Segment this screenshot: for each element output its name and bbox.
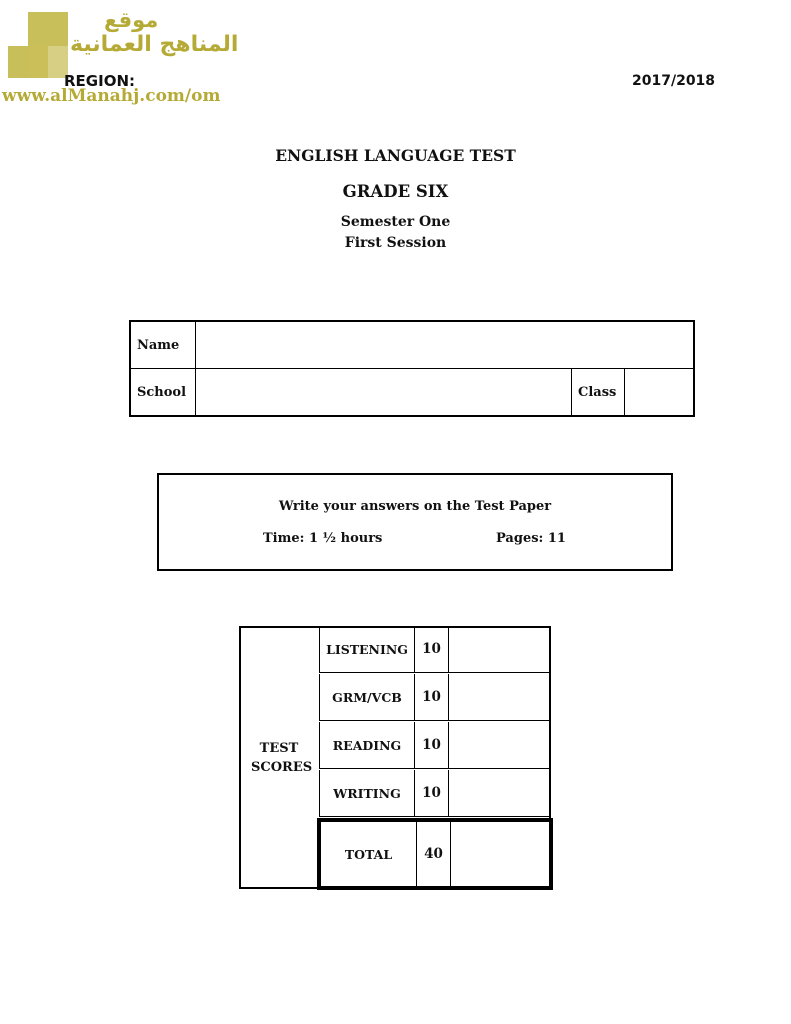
total-max: 40	[417, 822, 451, 886]
test-scores-label	[239, 626, 319, 889]
school-field[interactable]	[196, 369, 571, 415]
class-label: Class	[578, 384, 617, 400]
logo-square	[28, 12, 68, 46]
score-field[interactable]	[449, 626, 552, 672]
section-max: 10	[415, 674, 449, 720]
test-title: ENGLISH LANGUAGE TEST	[275, 146, 516, 165]
logo-text-arabic-1: موقع	[104, 8, 159, 32]
section-name: LISTENING	[320, 626, 415, 672]
class-field[interactable]	[625, 369, 693, 415]
score-field[interactable]	[449, 770, 552, 816]
score-row-total	[317, 818, 553, 890]
logo-text-arabic-2: المناهج العمانية	[70, 32, 239, 57]
grade-title: GRADE SIX	[342, 182, 449, 201]
semester-label: Semester One	[340, 214, 451, 230]
school-row	[131, 369, 693, 415]
name-field[interactable]	[196, 322, 693, 368]
name-row	[131, 322, 693, 369]
page-count: Pages: 11	[496, 531, 566, 546]
name-label: Name	[137, 337, 180, 353]
logo-url: www.alManahj.com/om	[2, 86, 221, 106]
logo-square	[28, 46, 68, 78]
test-scores-table	[239, 626, 552, 889]
student-info-table	[129, 320, 695, 417]
score-row-grammar	[319, 674, 551, 721]
score-row-listening	[319, 626, 551, 673]
score-field[interactable]	[449, 674, 552, 720]
section-name: GRM/VCB	[320, 674, 415, 720]
section-name: READING	[320, 722, 415, 768]
instructions-text: Write your answers on the Test Paper	[278, 499, 552, 514]
score-field[interactable]	[449, 722, 552, 768]
region-label: REGION:	[64, 72, 135, 90]
score-row-writing	[319, 770, 551, 817]
test-scores-label-text: TEST SCORES	[251, 740, 313, 775]
session-label: First Session	[344, 235, 447, 251]
site-logo	[8, 12, 68, 78]
section-max: 10	[415, 722, 449, 768]
score-row-reading	[319, 722, 551, 769]
time-allowed: Time: 1 ½ hours	[263, 531, 383, 546]
instructions-box	[157, 473, 673, 571]
section-max: 10	[415, 770, 449, 816]
section-name: WRITING	[320, 770, 415, 816]
total-score-field[interactable]	[451, 822, 549, 886]
school-label: School	[137, 384, 187, 400]
academic-year: 2017/2018	[632, 73, 716, 89]
total-label: TOTAL	[321, 822, 417, 886]
section-max: 10	[415, 626, 449, 672]
